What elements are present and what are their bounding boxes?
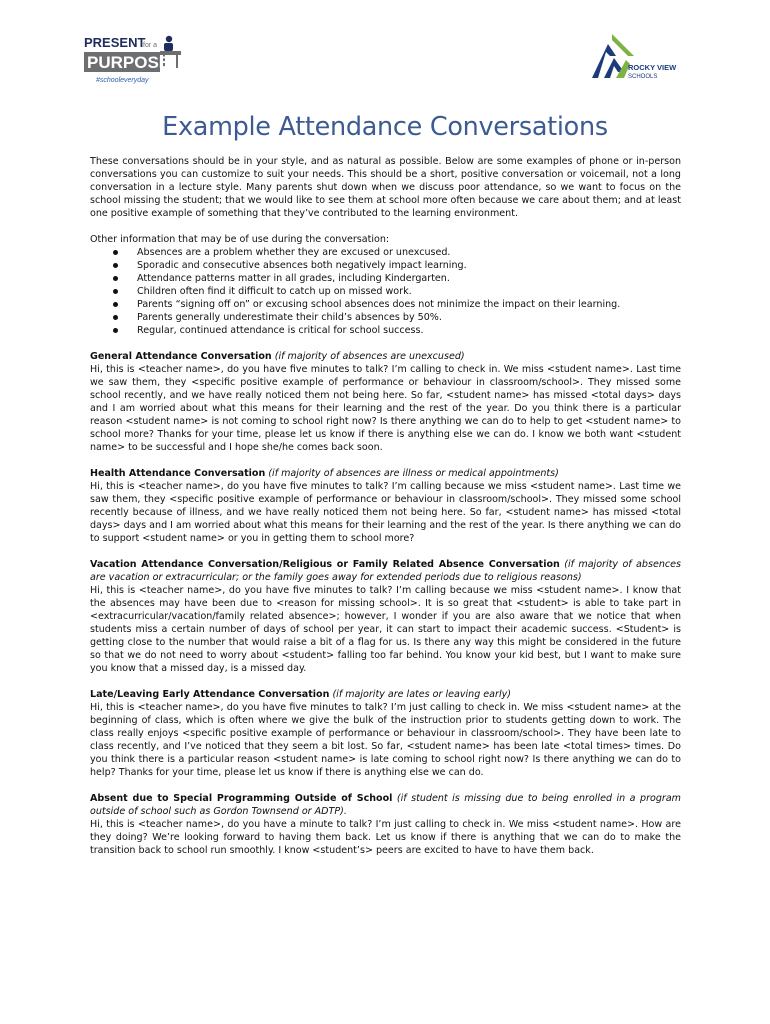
section-heading: Vacation Attendance Conversation/Religious or Family Related Absence Conversation [90,559,560,570]
rocky-view-text: ROCKY VIEW [628,63,677,72]
present-for-a-purpose-logo [84,34,184,92]
section-special-programming [90,792,681,857]
document-body [90,155,681,857]
intro-paragraph: These conversations should be in your style, and as natural as possible. Below are some examples of phone or in-person conversations you can customize to suit your needs. This should be a short, positive conversation or voicemail, not a long conversation in a lecture style. Many parents shut down when we discuss poor attendance, so we want to focus on the school missing the student; that we would like to see them at school more often because we care about them; and at least one positive example of something that they’ve contributed to the learning environment. [90,156,681,219]
list-item: Regular, continued attendance is critical for school success. [90,324,681,337]
section-heading-line [90,350,681,363]
section-general [90,350,681,454]
section-note: (if majority are lates or leaving early) [332,689,511,700]
info-list [90,246,681,337]
section-body: Hi, this is <teacher name>, do you have five minutes to talk? I’m calling because we miss <student name>. I know that the absences may have been due to <reason for missing school>. It is so great that <student> is able to take part in <extracurricular/vacation/family related absence>; however, I wonder if you are also aware that we notice that when students miss a certain number of days of school per year, it can start to impact their academic success. <Student> is getting close to the number that would raise a bit of a flag for us. Is there any way this might be considered in the future so that we do not need to worry about <student> falling too far behind. You know your kid best, but I want to make sure you know that a missed day, is a missed day. [90,585,681,674]
section-note: (if majority of absences are vacation or extracurricular; or the family goes away for extended periods due to religious reasons) [90,559,681,583]
info-lead: Other information that may be of use during the conversation: [90,234,390,245]
section-body: Hi, this is <teacher name>, do you have a minute to talk? I’m just calling to check in. We miss <student name>. How are they doing? We’re looking forward to having them back. Let us know if there is anything that we can do to make the transition back to school run smoothly. I know <student’s> peers are excited to have to have them back. [90,819,681,856]
list-item: Attendance patterns matter in all grades, including Kindergarten. [90,272,681,285]
section-vacation [90,558,681,675]
section-body: Hi, this is <teacher name>, do you have five minutes to talk? I’m calling to check in. We miss <student name>. Last time we saw them, they <specific positive example of performance or behaviour in classroom/school>. They missed some school recently, and we have really noticed them not being here. So far, <student name> has missed <total days> days and I am worried about what this means for their learning and the rest of the year. Do you think there is a particular reason <student name> is not coming to school right now? Is there anything we can do to help to get <student name> to school more? Thanks for your time, please let us know if there is anything else we can do. I know we both want <student name> to be successful and I hope she/he comes back soon. [90,364,681,453]
section-heading-line [90,792,681,818]
section-heading-line [90,467,681,480]
section-note: (if student is missing due to being enrolled in a program outside of school such as Gordon Townsend or ADTP). [90,793,681,817]
section-note: (if majority of absences are illness or medical appointments) [268,468,559,479]
list-item: Parents generally underestimate their child’s absences by 50%. [90,311,681,324]
list-item: Sporadic and consecutive absences both negatively impact learning. [90,259,681,272]
page-title: Example Attendance Conversations [162,112,608,142]
section-heading: Health Attendance Conversation [90,468,266,479]
list-item: Absences are a problem whether they are excused or unexcused. [90,246,681,259]
list-item: Parents “signing off on” or excusing school absences does not minimize the impact on their learning. [90,298,681,311]
logo-hashtag-text: #schooleveryday [96,77,149,84]
rocky-view-schools-logo [590,34,677,86]
list-item: Children often find it difficult to catch up on missed work. [90,285,681,298]
section-note: (if majority of absences are unexcused) [274,351,465,362]
section-heading-line [90,558,681,584]
section-body: Hi, this is <teacher name>, do you have five minutes to talk? I’m calling because we miss <student name>. Last time we saw them, they <specific positive example of performance or behaviour in classroom/school>. They missed some school recently because of illness, and we have really noticed them not being here. So far, <student name> has missed <total days> days and I am worried about what this means for their learning and the rest of the year. Is there anything we can do to support <student name> or you in getting them to school more? [90,481,681,544]
section-heading: Absent due to Special Programming Outside of School [90,793,393,804]
present-for-a-purpose-logo-graphic [84,34,184,92]
logo-for-a-text: for a [143,42,158,49]
rocky-view-schools-logo-graphic [590,34,677,86]
section-heading-line [90,688,681,701]
logo-purpose-text: PURPOSE [87,53,171,72]
schools-text: SCHOOLS [628,74,658,80]
section-heading: General Attendance Conversation [90,351,272,362]
section-body: Hi, this is <teacher name>, do you have five minutes to talk? I’m just calling to check in. We miss <student name> at the beginning of class, which is often where we give the bulk of the instruction prior to students getting down to work. The class really enjoys <specific positive example of performance or behaviour in classroom/school>. They have been late to class recently, and I’ve noticed that they seem a bit lost. So far, <student name> has been late <total times> times. Do you think there is a particular reason <student name> is late coming to school right now? Is there anything we can do to help? Thanks for your time, please let us know if there is anything else we can do. [90,702,681,778]
section-health [90,467,681,545]
section-late [90,688,681,779]
logo-present-text: PRESENT [84,35,146,50]
section-heading: Late/Leaving Early Attendance Conversation [90,689,330,700]
